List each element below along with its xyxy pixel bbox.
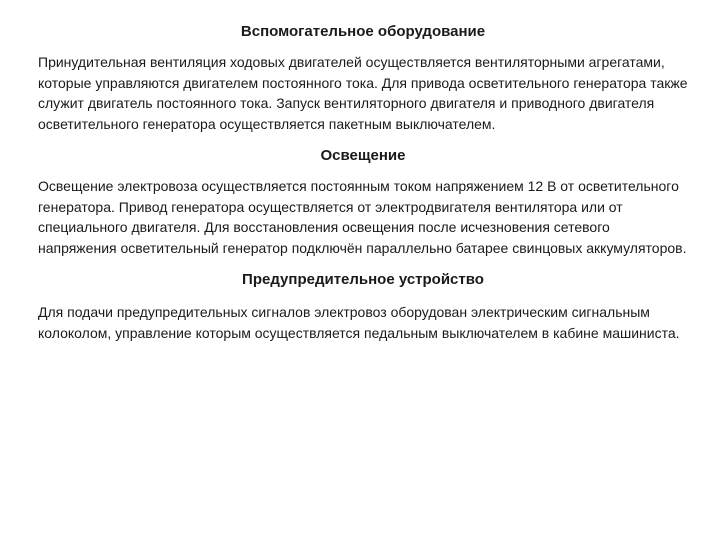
section-title-lighting: Освещение — [320, 147, 406, 164]
paragraph-auxiliary-equipment: Принудительная вентиляция ходовых двигателей осуществляется вентиляторными агрегатами, которые управляются двигателем постоянного тока. Для привода осветительного генератора также служит двигатель постоянного тока. Запуск вентиляторного двигателя и приводного двигателя осветительного генератора осуществляется пакетным выключателем. — [38, 54, 688, 132]
section-title-warning-device: Предупредительное устройство — [242, 271, 484, 288]
paragraph-warning-device: Для подачи предупредительных сигналов электровоз оборудован электрическим сигнальным колоколом, управление которым осуществляется педальным выключателем в кабине машиниста. — [38, 304, 680, 341]
document-page — [38, 22, 688, 343]
paragraph-lighting: Освещение электровоза осуществляется постоянным током напряжением 12 В от осветительного генератора. Привод генератора осуществляется от электродвигателя вентилятора или от специального двигателя. Для восстановления освещения после исчезновения сетевого напряжения осветительный генератор подключён параллельно батарее свинцовых аккумуляторов. — [38, 178, 687, 256]
section-title-auxiliary-equipment: Вспомогательное оборудование — [240, 23, 486, 40]
